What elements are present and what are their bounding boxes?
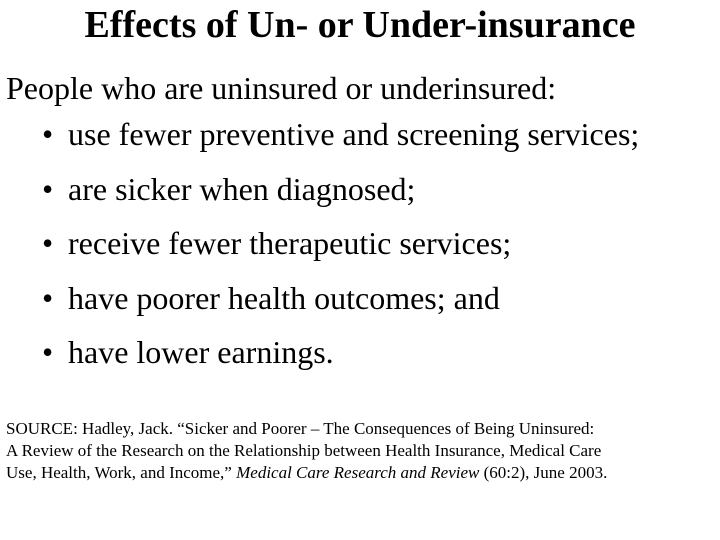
slide-title: Effects of Un- or Under-insurance xyxy=(84,4,636,46)
bullet-text: have poorer health outcomes; and xyxy=(68,279,500,316)
source-citation xyxy=(6,418,720,484)
source-line-3-end: (60:2), June 2003. xyxy=(479,463,608,482)
source-line-3 xyxy=(6,462,720,484)
journal-title: Medical Care Research and Review xyxy=(236,463,480,482)
bullet-text: receive fewer therapeutic services; xyxy=(68,225,512,261)
bullet-icon: • xyxy=(42,225,54,261)
bullet-icon: • xyxy=(42,334,54,370)
bullet-text: use fewer preventive and screening services; xyxy=(68,116,640,152)
source-line-1: SOURCE: Hadley, Jack. “Sicker and Poorer – The Consequences of Being Uninsured: xyxy=(6,419,595,438)
source-line-2: A Review of the Research on the Relationship between Health Insurance, Medical Care xyxy=(6,441,602,460)
bullet-text: have lower earnings. xyxy=(68,334,334,370)
bullet-icon: • xyxy=(42,116,54,152)
bullet-text: are sicker when diagnosed; xyxy=(68,170,416,207)
source-line-3-start: Use, Health, Work, and Income,” xyxy=(6,463,237,482)
bullet-icon: • xyxy=(42,170,54,207)
intro-text: People who are uninsured or underinsured: xyxy=(6,70,557,106)
bullet-icon: • xyxy=(42,279,54,316)
